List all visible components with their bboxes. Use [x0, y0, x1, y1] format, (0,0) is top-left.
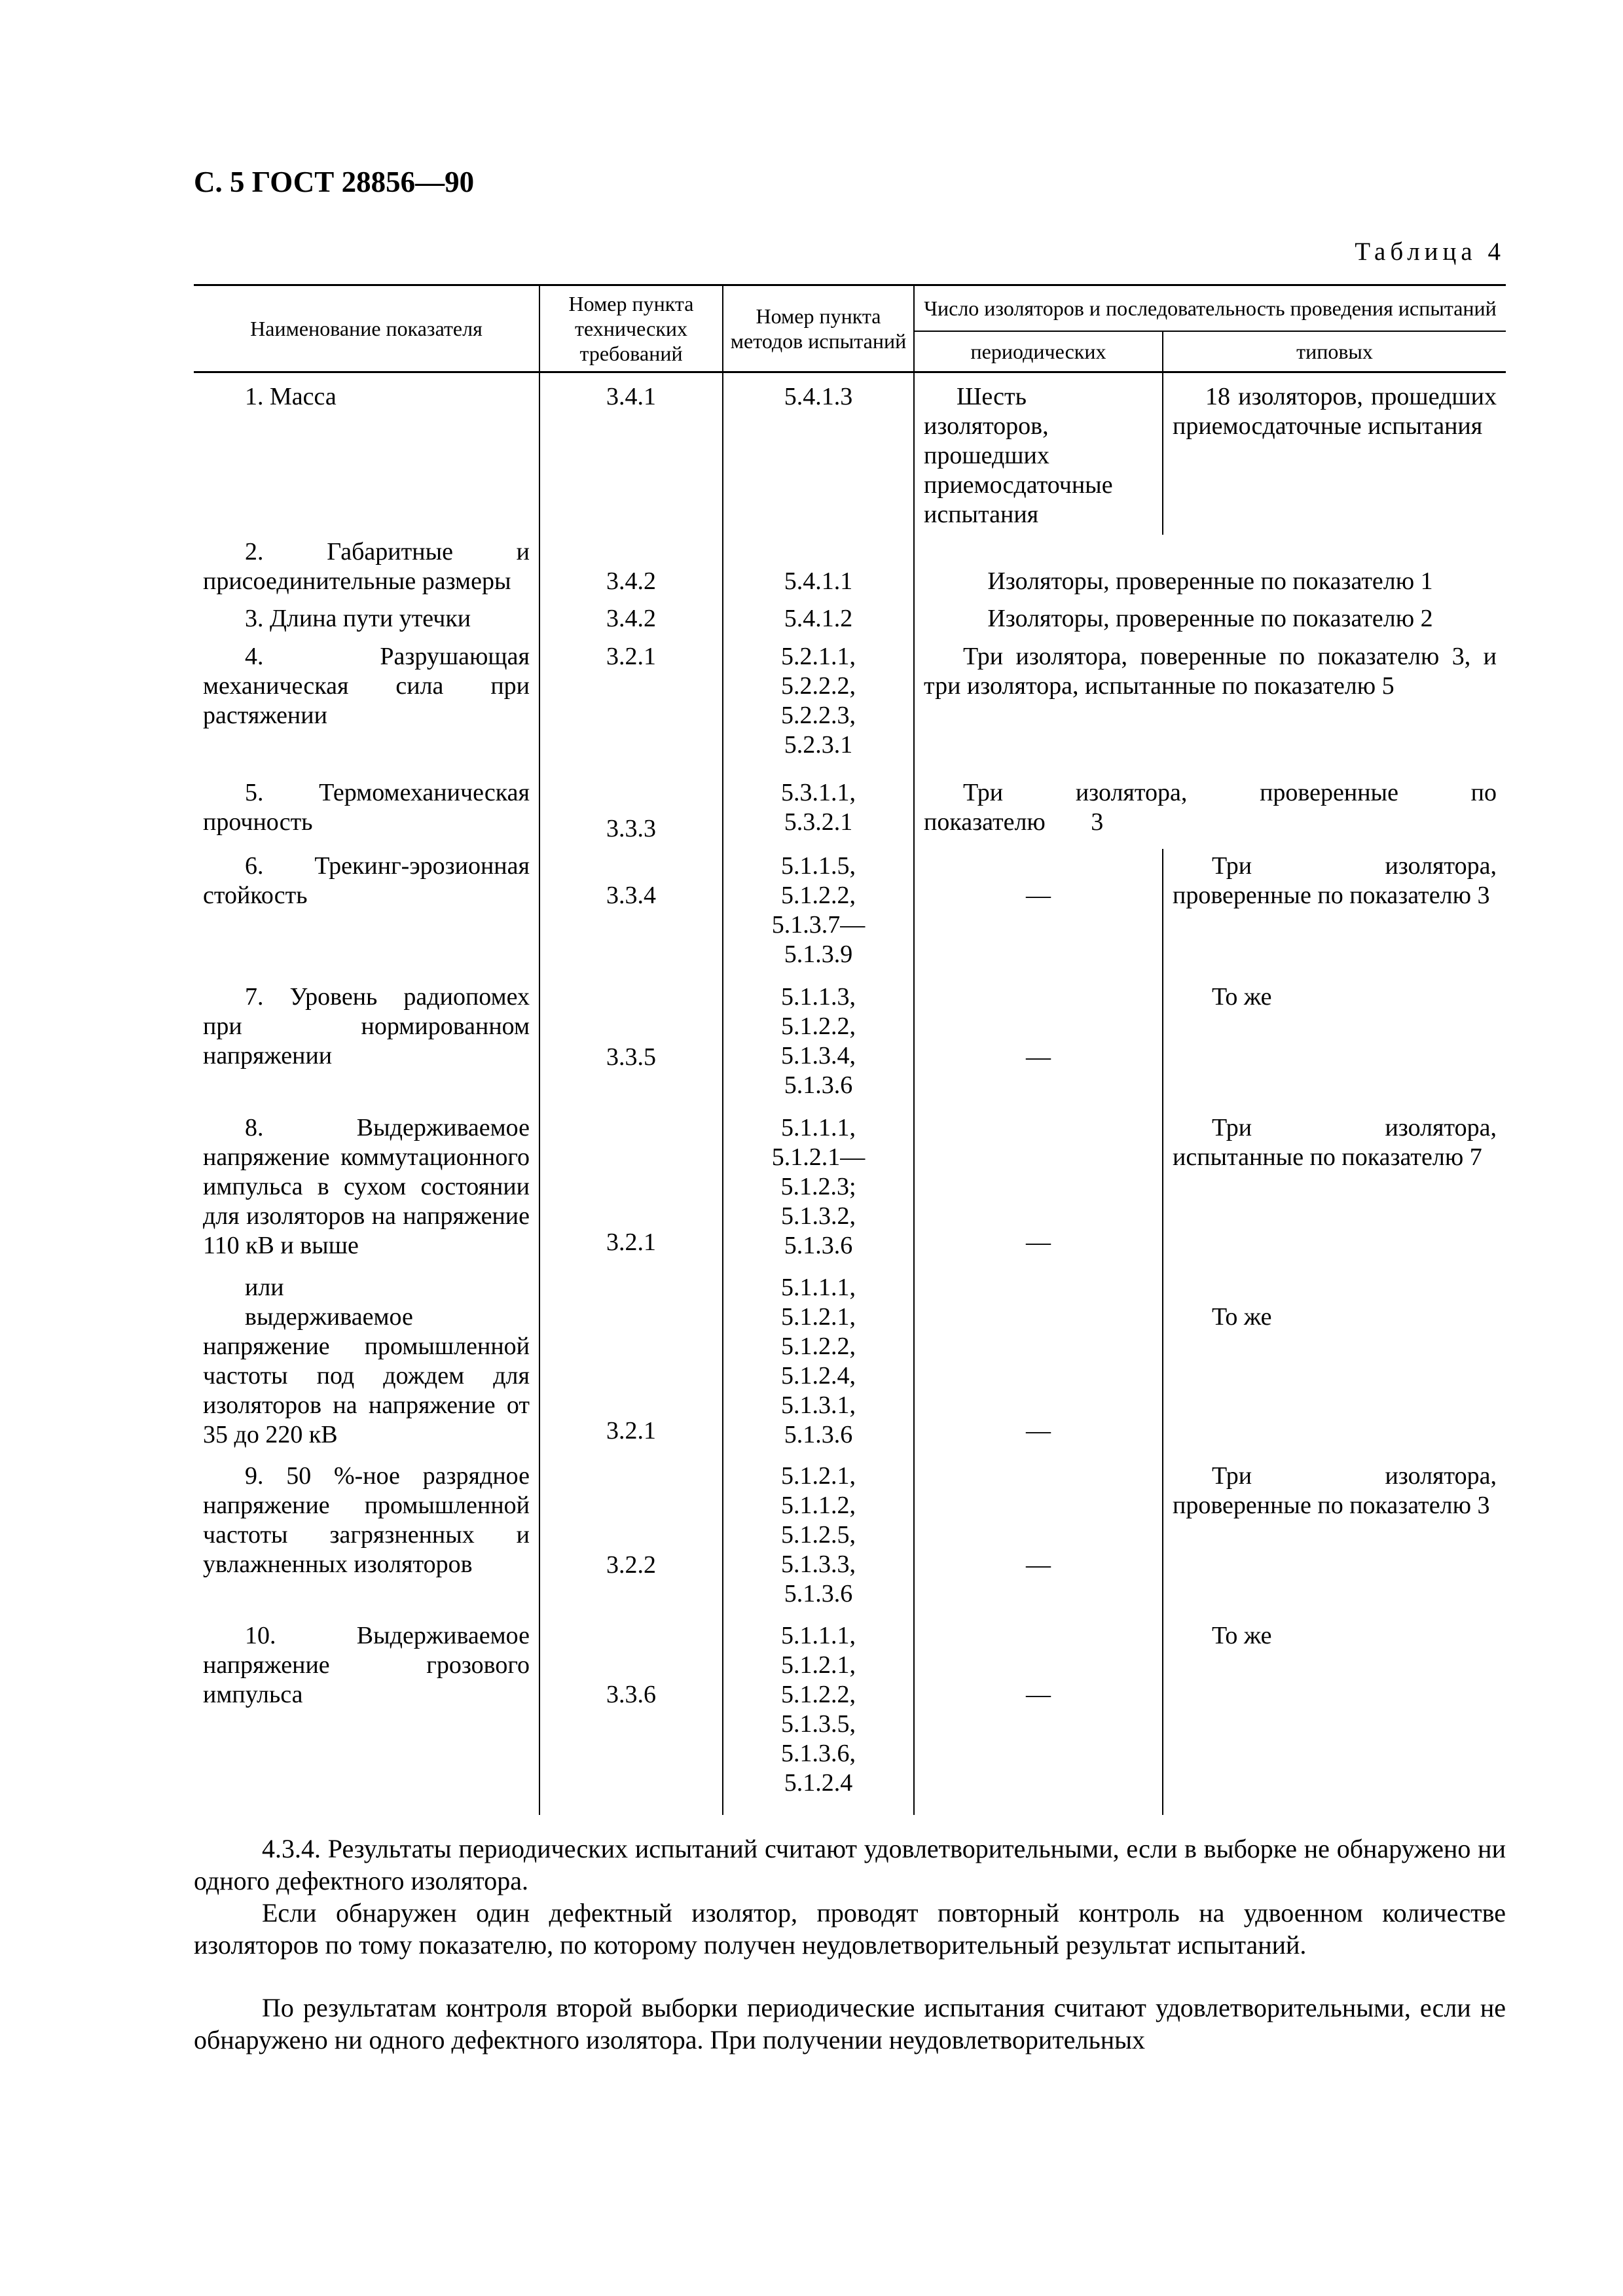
row-methods: 5.3.1.1, 5.3.2.1	[723, 776, 914, 849]
table-row	[194, 1459, 1506, 1619]
table-row	[194, 535, 1506, 601]
row-type: То же	[1163, 1619, 1506, 1815]
row-name: 7. Уровень радиопомех при нормированном напряжении	[194, 980, 539, 1111]
table-row	[194, 1111, 1506, 1270]
row-type: Три изолятора, испытанные по показателю 7	[1163, 1111, 1506, 1270]
row-name: 10. Выдерживаемое напряжение грозового импульса	[194, 1619, 539, 1815]
row-type: То же	[1163, 980, 1506, 1111]
row-type: Три изолятора, проверенные по показателю 3	[1163, 1459, 1506, 1619]
row-name: 6. Трекинг-эрозионная стойкость	[194, 849, 539, 980]
row-req: 3.4.1	[539, 372, 723, 535]
row-name: 5. Термомеханическая прочность	[194, 776, 539, 849]
row-name: или выдерживаемое напряжение промышленной частоты под дождем для изоляторов на напряжение от 35 до 220 кВ	[194, 1270, 539, 1459]
row-methods: 5.1.2.1, 5.1.1.2, 5.1.2.5, 5.1.3.3, 5.1.3.6	[723, 1459, 914, 1619]
row-name: 4. Разрушающая механическая сила при растяжении	[194, 639, 539, 776]
paragraph-second-sample: По результатам контроля второй выборки периодические испытания считают удовлетворительными, если не обнаружено ни одного дефектного изолятора. При получении неудовлетворительных	[194, 1993, 1506, 2054]
table-row	[194, 639, 1506, 776]
row-methods: 5.1.1.3, 5.1.2.2, 5.1.3.4, 5.1.3.6	[723, 980, 914, 1111]
table-row	[194, 1619, 1506, 1815]
row-periodic: Шесть изоляторов, прошедших приемосдаточные испытания	[914, 372, 1163, 535]
row-methods: 5.1.1.1, 5.1.2.1, 5.1.2.2, 5.1.3.5, 5.1.3.6, 5.1.2.4	[723, 1619, 914, 1815]
row-req: 3.3.4	[539, 849, 723, 980]
row-req: 3.2.1	[539, 639, 723, 776]
row-name: 9. 50 %-ное разрядное напряжение промышленной частоты загрязненных и увлажненных изоляторов	[194, 1459, 539, 1619]
row-type: Три изолятора, проверенные по показателю 3	[1163, 849, 1506, 980]
row-methods: 5.2.1.1, 5.2.2.2, 5.2.2.3, 5.2.3.1	[723, 639, 914, 776]
row-name: 2. Габаритные и присоединительные размеры	[194, 535, 539, 601]
table-row	[194, 601, 1506, 639]
row-req: 3.3.6	[539, 1619, 723, 1815]
page-header: С. 5 ГОСТ 28856—90	[194, 166, 475, 198]
header-periodic: периодических	[914, 331, 1163, 372]
table-row	[194, 372, 1506, 535]
row-merged: Изоляторы, проверенные по показателю 1	[914, 535, 1506, 601]
row-name: 8. Выдерживаемое напряжение коммутационного импульса в сухом состоянии для изоляторов на напряжение 110 кВ и выше	[194, 1111, 539, 1270]
row-methods: 5.4.1.3	[723, 372, 914, 535]
row-methods: 5.1.1.5, 5.1.2.2, 5.1.3.7— 5.1.3.9	[723, 849, 914, 980]
row-type: То же	[1163, 1270, 1506, 1459]
row-periodic: —	[914, 1111, 1163, 1270]
paragraph-repeat-control: Если обнаружен один дефектный изолятор, проводят повторный контроль на удвоенном количестве изоляторов по тому показателю, по которому получен неудовлетворительный результат испытаний.	[194, 1898, 1506, 1960]
row-req: 3.4.2	[539, 601, 723, 639]
row-merged: Изоляторы, проверенные по показателю 2	[914, 601, 1506, 639]
row-periodic: —	[914, 1459, 1163, 1619]
row-methods: 5.1.1.1, 5.1.2.1— 5.1.2.3; 5.1.3.2, 5.1.3.6	[723, 1111, 914, 1270]
row-req: 3.4.2	[539, 535, 723, 601]
table-row	[194, 849, 1506, 980]
row-periodic: —	[914, 1270, 1163, 1459]
row-name: 1. Масса	[194, 372, 539, 535]
row-req: 3.3.5	[539, 980, 723, 1111]
table-caption: Таблица 4	[1355, 238, 1505, 266]
row-req: 3.2.1	[539, 1111, 723, 1270]
table-4	[194, 284, 1506, 1815]
table-row	[194, 776, 1506, 849]
header-count-sequence: Число изоляторов и последовательность проведения испытаний	[914, 285, 1506, 332]
row-methods: 5.1.1.1, 5.1.2.1, 5.1.2.2, 5.1.2.4, 5.1.3.1, 5.1.3.6	[723, 1270, 914, 1459]
table-row	[194, 1270, 1506, 1459]
row-methods: 5.4.1.2	[723, 601, 914, 639]
row-name: 3. Длина пути утечки	[194, 601, 539, 639]
paragraph-4-3-4: 4.3.4. Результаты периодических испытаний считают удовлетворительными, если в выборке не обнаружено ни одного дефектного изолятора.	[194, 1834, 1506, 1895]
row-merged: Три изолятора, поверенные по показателю 3, и три изолятора, испытанные по показателю 5	[914, 639, 1506, 776]
header-tech-req: Номер пункта технических требований	[539, 285, 723, 372]
row-req: 3.3.3	[539, 776, 723, 849]
table-row	[194, 980, 1506, 1111]
row-req: 3.2.2	[539, 1459, 723, 1619]
header-type: типовых	[1163, 331, 1506, 372]
row-methods: 5.4.1.1	[723, 535, 914, 601]
row-periodic: —	[914, 980, 1163, 1111]
row-type: 18 изоляторов, прошедших приемосдаточные испытания	[1163, 372, 1506, 535]
row-periodic: —	[914, 849, 1163, 980]
row-periodic: —	[914, 1619, 1163, 1815]
header-name: Наименование показателя	[194, 285, 539, 372]
row-merged: Три изолятора, проверенные по показателю 3	[914, 776, 1506, 849]
row-req: 3.2.1	[539, 1270, 723, 1459]
header-test-methods: Номер пункта методов испытаний	[723, 285, 914, 372]
